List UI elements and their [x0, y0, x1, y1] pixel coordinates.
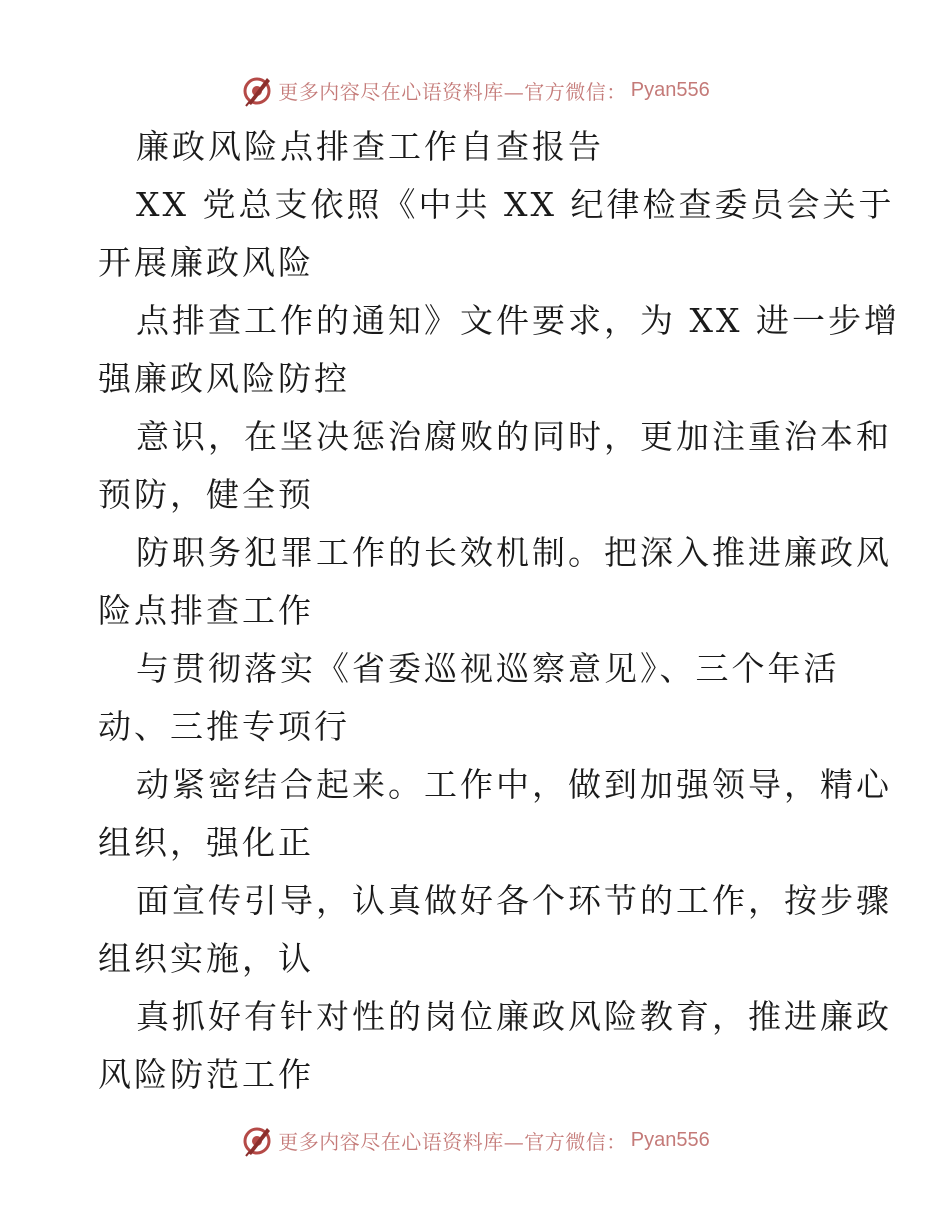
page-header	[0, 70, 950, 110]
text-line: 强廉政风险防控	[98, 359, 350, 398]
text-line: 动、三推专项行	[98, 707, 350, 746]
watermark-banner	[240, 73, 709, 107]
banner-text: 更多内容尽在心语资料库—官方微信：	[278, 1129, 627, 1154]
text-line: 点排查工作的通知》文件要求，为 XX 进一步增	[136, 301, 900, 340]
quill-logo-icon	[240, 1123, 274, 1157]
text-line: 险点排查工作	[98, 591, 314, 630]
text-line: 组织，强化正	[98, 823, 314, 862]
text-line: 预防，健全预	[98, 475, 314, 514]
text-line: XX 党总支依照《中共 XX 纪律检查委员会关于	[136, 185, 895, 224]
text-line: 组织实施，认	[98, 939, 314, 978]
text-line: 与贯彻落实《省委巡视巡察意见》、三个年活	[136, 649, 840, 688]
text-line: 真抓好有针对性的岗位廉政风险教育，推进廉政	[136, 997, 892, 1036]
watermark-banner	[240, 1123, 709, 1157]
text-line: 开展廉政风险	[98, 243, 314, 282]
banner-wechat-id: Pyan556	[630, 78, 710, 101]
text-line: 意识，在坚决惩治腐败的同时，更加注重治本和	[136, 417, 892, 456]
text-line: 防职务犯罪工作的长效机制。把深入推进廉政风	[136, 533, 892, 572]
quill-logo-icon	[240, 73, 274, 107]
document-title: 廉政风险点排查工作自查报告	[136, 127, 604, 166]
page-footer	[0, 1120, 950, 1160]
document-body	[98, 118, 900, 1104]
banner-wechat-id: Pyan556	[630, 1128, 710, 1151]
text-line: 面宣传引导，认真做好各个环节的工作，按步骤	[136, 881, 892, 920]
banner-text: 更多内容尽在心语资料库—官方微信：	[278, 79, 627, 104]
text-line: 动紧密结合起来。工作中，做到加强领导，精心	[136, 765, 892, 804]
text-line: 风险防范工作	[98, 1055, 314, 1094]
